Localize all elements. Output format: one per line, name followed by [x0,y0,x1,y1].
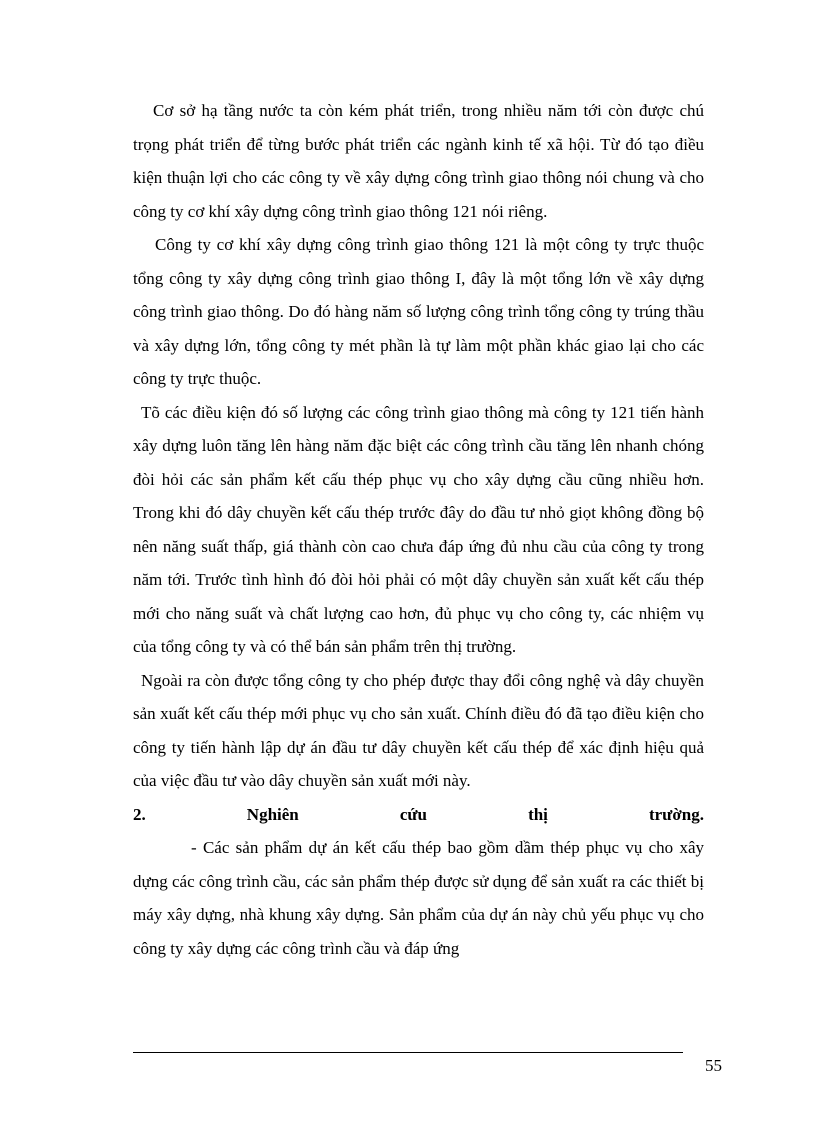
paragraph-market-products: - Các sản phẩm dự án kết cấu thép bao gồm dầm thép phục vụ cho xây dựng các công trình cầu, các sản phẩm thép được sử dụng để sản xuất ra các thiết bị máy xây dựng, nhà khung xây dựng. Sản phẩm của dự án này chủ yếu phục vụ cho công ty xây dựng các công trình cầu và đáp ứng [133,838,704,958]
section-title-word-3: thị [528,804,548,824]
page-number: 55 [705,1056,722,1075]
body-text [133,94,704,965]
section-number: 2. [133,804,146,824]
paragraph-company-profile: Công ty cơ khí xây dựng công trình giao thông 121 là một công ty trực thuộc tổng công ty xây dựng công trình giao thông I, đây là một tổng lớn về xây dựng công trình giao thông. Do đó hàng năm số lượng công trình tổng công ty trúng thầu và xây dựng lớn, tổng công ty mét phần là tự làm một phần khác giao lại cho các công ty trực thuộc. [133,235,704,388]
paragraph-investment-reason: Ngoài ra còn được tổng công ty cho phép được thay đổi công nghệ và dây chuyền sản xuất kết cấu thép mới phục vụ cho sản xuất. Chính điều đó đã tạo điều kiện cho công ty tiến hành lập dự án đầu tư dây chuyền kết cấu thép để xác định hiệu quả của việc đầu tư vào dây chuyền sản xuất mới này. [133,670,704,790]
section-heading [133,798,704,832]
section-title-word-1: Nghiên [246,804,299,824]
paragraph-infrastructure: Cơ sở hạ tầng nước ta còn kém phát triển, trong nhiều năm tới còn được chú trọng phát triển để từng bước phát triển các ngành kinh tế xã hội. Từ đó tạo điều kiện thuận lợi cho các công ty về xây dựng công trình giao thông nói chung và cho công ty cơ khí xây dựng công trình giao thông 121 nói riêng. [133,101,704,221]
paragraph-production-demand: Tõ các điều kiện đó số lượng các công trình giao thông mà công ty 121 tiến hành xây dựng luôn tăng lên hàng năm đặc biệt các công trình cầu tăng lên nhanh chóng đòi hỏi các sản phẩm kết cấu thép phục vụ cho xây dựng cầu cũng nhiều hơn. Trong khi đó dây chuyền kết cấu thép trước đây do đầu tư nhỏ giọt không đồng bộ nên năng suất thấp, giá thành còn cao chưa đáp ứng đủ nhu cầu của công ty trong năm tới. Trước tình hình đó đòi hỏi phải có một dây chuyền sản xuất kết cấu thép mới cho năng suất và chất lượng cao hơn, đủ phục vụ cho công ty, các nhiệm vụ của tổng công ty và có thể bán sản phẩm trên thị trường. [133,402,704,656]
footer-divider [133,1052,683,1053]
section-title-word-2: cứu [399,804,428,824]
section-title-word-4: trường. [648,804,704,824]
